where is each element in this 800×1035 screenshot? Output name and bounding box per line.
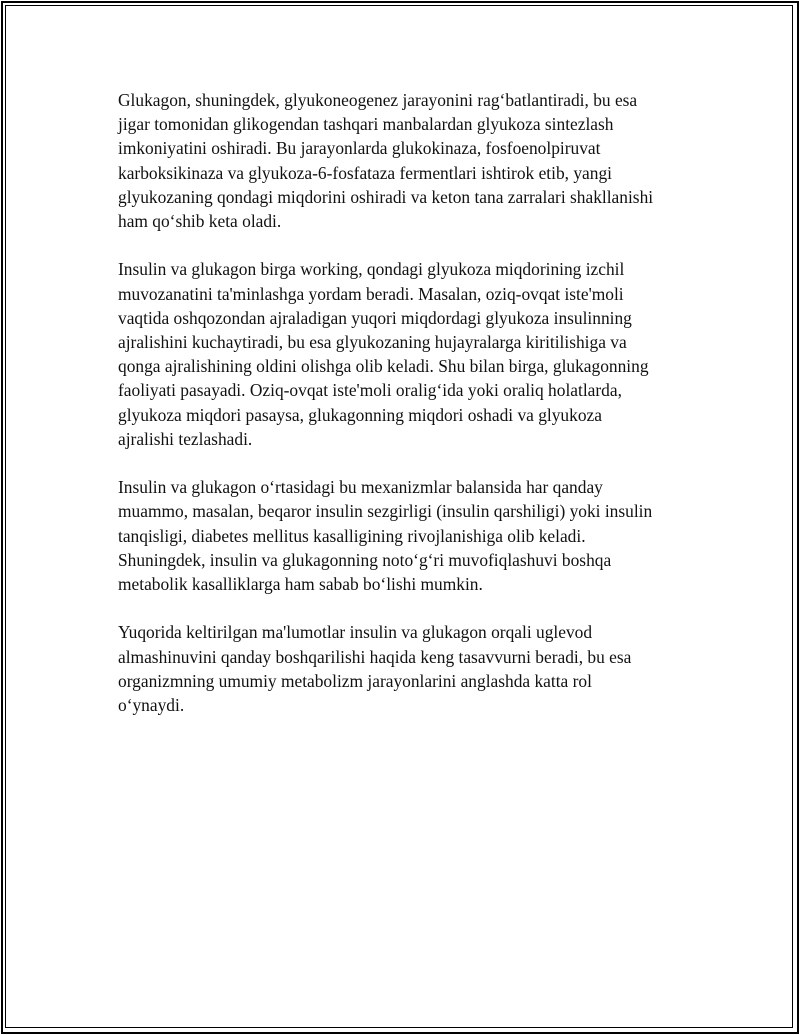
text-line: tanqisligi, diabetes mellitus kasalligining rivojlanishiga olib keladi.	[118, 525, 586, 546]
text-line: Yuqorida keltirilgan ma'lumotlar insulin va glukagon orqali uglevod	[118, 622, 593, 643]
text-line: ajralishi tezlashadi.	[118, 428, 253, 449]
text-line: metabolik kasalliklarga ham sabab bo‘lishi mumkin.	[118, 574, 483, 595]
text-line: organizmning umumiy metabolizm jarayonlarini anglashda katta rol	[118, 670, 592, 691]
text-line: vaqtida oshqozondan ajraladigan yuqori miqdordagi glyukoza insulinning	[118, 307, 632, 328]
paragraph-mexanizmlar-balansi	[118, 475, 698, 596]
document-body	[118, 88, 698, 741]
text-line: imkoniyatini oshiradi. Bu jarayonlarda glukokinaza, fosfoenolpiruvat	[118, 138, 601, 159]
text-line: ham qo‘shib keta oladi.	[118, 211, 282, 232]
paragraph-glukagon-glyukoneogenez	[118, 88, 698, 233]
text-line: glyukozaning qondagi miqdorini oshiradi va keton tana zarralari shakllanishi	[118, 186, 654, 207]
text-line: Glukagon, shuningdek, glyukoneogenez jarayonini rag‘batlantiradi, bu esa	[118, 90, 638, 110]
text-line: jigar tomonidan glikogendan tashqari manbalardan glyukoza sintezlash	[118, 114, 614, 135]
text-line: glyukoza miqdori pasaysa, glukagonning miqdori oshadi va glyukoza	[118, 404, 602, 425]
text-line: muammo, masalan, beqaror insulin sezgirligi (insulin qarshiligi) yoki insulin	[118, 501, 653, 522]
paragraph-xulosa	[118, 620, 698, 717]
text-line: qonga ajralishining oldini olishga olib keladi. Shu bilan birga, glukagonning	[118, 356, 649, 377]
text-line: o‘ynaydi.	[118, 695, 185, 716]
text-line: almashinuvini qanday boshqarilishi haqida keng tasavvurni beradi, bu esa	[118, 646, 632, 667]
paragraph-insulin-glukagon-birga	[118, 257, 698, 451]
text-line: karboksikinaza va glyukoza-6-fosfataza fermentlari ishtirok etib, yangi	[118, 162, 612, 183]
text-line: Insulin va glukagon birga working, qondagi glyukoza miqdorining izchil	[118, 259, 625, 280]
text-line: ajralishini kuchaytiradi, bu esa glyukozaning hujayralarga kiritilishiga va	[118, 332, 627, 353]
text-line: muvozanatini ta'minlashga yordam beradi. Masalan, oziq-ovqat iste'moli	[118, 283, 624, 304]
text-line: Shuningdek, insulin va glukagonning noto‘g‘ri muvofiqlashuvi boshqa	[118, 549, 612, 570]
text-line: Insulin va glukagon o‘rtasidagi bu mexanizmlar balansida har qanday	[118, 477, 603, 498]
text-line: faoliyati pasayadi. Oziq-ovqat iste'moli oralig‘ida yoki oraliq holatlarda,	[118, 380, 622, 401]
